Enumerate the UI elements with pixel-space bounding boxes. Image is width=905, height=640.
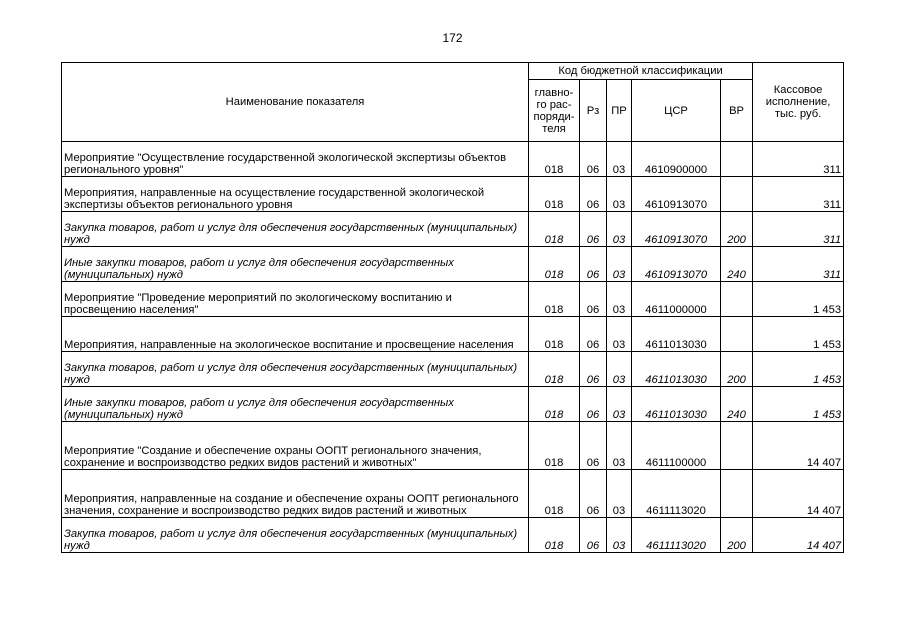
row-pr-code: 03 (607, 142, 632, 177)
row-csr-code: 4610913070 (632, 247, 721, 282)
row-name: Закупка товаров, работ и услуг для обеспечения государственных (муниципальных) нужд (62, 518, 529, 553)
row-pr-code: 03 (607, 247, 632, 282)
header-vr: ВР (721, 80, 753, 142)
row-admin-code: 018 (529, 352, 580, 387)
row-rz-code: 06 (580, 212, 607, 247)
row-name: Мероприятие "Создание и обеспечение охраны ООПТ регионального значения, сохранение и воспроизводство редких видов растений и животных" (62, 422, 529, 470)
row-pr-code: 03 (607, 212, 632, 247)
row-vr-code: 200 (721, 212, 753, 247)
row-name: Иные закупки товаров, работ и услуг для обеспечения государственных (муниципальных) нужд (62, 387, 529, 422)
row-admin-code: 018 (529, 518, 580, 553)
row-admin-code: 018 (529, 470, 580, 518)
table-row (62, 317, 844, 352)
table-row (62, 352, 844, 387)
row-admin-code: 018 (529, 282, 580, 317)
row-amount: 311 (753, 247, 844, 282)
row-name: Мероприятия, направленные на создание и обеспечение охраны ООПТ регионального значения, сохранение и воспроизводство редких видов растений и животных (62, 470, 529, 518)
header-csr: ЦСР (632, 80, 721, 142)
row-vr-code (721, 142, 753, 177)
row-rz-code: 06 (580, 317, 607, 352)
table-row (62, 247, 844, 282)
row-rz-code: 06 (580, 352, 607, 387)
row-pr-code: 03 (607, 317, 632, 352)
row-rz-code: 06 (580, 387, 607, 422)
row-pr-code: 03 (607, 177, 632, 212)
row-rz-code: 06 (580, 518, 607, 553)
row-name: Мероприятие "Осуществление государственной экологической экспертизы объектов регионального уровня" (62, 142, 529, 177)
row-pr-code: 03 (607, 387, 632, 422)
row-name: Закупка товаров, работ и услуг для обеспечения государственных (муниципальных) нужд (62, 352, 529, 387)
table-header (62, 63, 844, 142)
row-pr-code: 03 (607, 518, 632, 553)
row-pr-code: 03 (607, 352, 632, 387)
row-csr-code: 4611113020 (632, 518, 721, 553)
row-csr-code: 4611000000 (632, 282, 721, 317)
table-row (62, 422, 844, 470)
row-name: Мероприятие "Проведение мероприятий по экологическому воспитанию и просвещению населения" (62, 282, 529, 317)
row-pr-code: 03 (607, 282, 632, 317)
table-body (62, 142, 844, 553)
row-vr-code: 240 (721, 247, 753, 282)
row-name: Иные закупки товаров, работ и услуг для обеспечения государственных (муниципальных) нужд (62, 247, 529, 282)
row-vr-code (721, 177, 753, 212)
row-rz-code: 06 (580, 247, 607, 282)
page-number: 172 (442, 31, 463, 45)
row-admin-code: 018 (529, 317, 580, 352)
row-rz-code: 06 (580, 282, 607, 317)
row-rz-code: 06 (580, 142, 607, 177)
row-admin-code: 018 (529, 177, 580, 212)
row-vr-code: 200 (721, 518, 753, 553)
header-budget-classification: Код бюджетной классификации (529, 63, 753, 80)
table-row (62, 142, 844, 177)
header-rz: Рз (580, 80, 607, 142)
row-vr-code (721, 470, 753, 518)
row-admin-code: 018 (529, 142, 580, 177)
row-amount: 1 453 (753, 282, 844, 317)
table-row (62, 470, 844, 518)
row-admin-code: 018 (529, 212, 580, 247)
row-vr-code: 200 (721, 352, 753, 387)
row-name: Закупка товаров, работ и услуг для обеспечения государственных (муниципальных) нужд (62, 212, 529, 247)
row-csr-code: 4610900000 (632, 142, 721, 177)
row-csr-code: 4611013030 (632, 387, 721, 422)
row-admin-code: 018 (529, 422, 580, 470)
row-admin-code: 018 (529, 387, 580, 422)
row-amount: 1 453 (753, 352, 844, 387)
table-row (62, 387, 844, 422)
row-amount: 1 453 (753, 317, 844, 352)
row-pr-code: 03 (607, 470, 632, 518)
header-name: Наименование показателя (62, 63, 529, 142)
row-rz-code: 06 (580, 470, 607, 518)
row-amount: 311 (753, 142, 844, 177)
row-amount: 14 407 (753, 470, 844, 518)
row-csr-code: 4611100000 (632, 422, 721, 470)
table-row (62, 282, 844, 317)
row-csr-code: 4610913070 (632, 212, 721, 247)
row-vr-code (721, 317, 753, 352)
table-row (62, 212, 844, 247)
row-admin-code: 018 (529, 247, 580, 282)
row-vr-code: 240 (721, 387, 753, 422)
row-name: Мероприятия, направленные на осуществление государственной экологической экспертизы объектов регионального уровня (62, 177, 529, 212)
header-admin: главно-го рас-поряди-теля (529, 80, 580, 142)
row-amount: 14 407 (753, 518, 844, 553)
row-rz-code: 06 (580, 422, 607, 470)
row-amount: 311 (753, 212, 844, 247)
row-rz-code: 06 (580, 177, 607, 212)
row-csr-code: 4611113020 (632, 470, 721, 518)
row-csr-code: 4611013030 (632, 317, 721, 352)
row-amount: 311 (753, 177, 844, 212)
table-row (62, 177, 844, 212)
row-name: Мероприятия, направленные на экологическое воспитание и просвещение населения (62, 317, 529, 352)
table-row (62, 518, 844, 553)
row-amount: 1 453 (753, 387, 844, 422)
header-pr: ПР (607, 80, 632, 142)
row-vr-code (721, 282, 753, 317)
budget-table (61, 62, 844, 553)
row-csr-code: 4611013030 (632, 352, 721, 387)
row-amount: 14 407 (753, 422, 844, 470)
header-amount: Кассовое исполнение, тыс. руб. (753, 63, 844, 142)
row-pr-code: 03 (607, 422, 632, 470)
row-vr-code (721, 422, 753, 470)
row-csr-code: 4610913070 (632, 177, 721, 212)
